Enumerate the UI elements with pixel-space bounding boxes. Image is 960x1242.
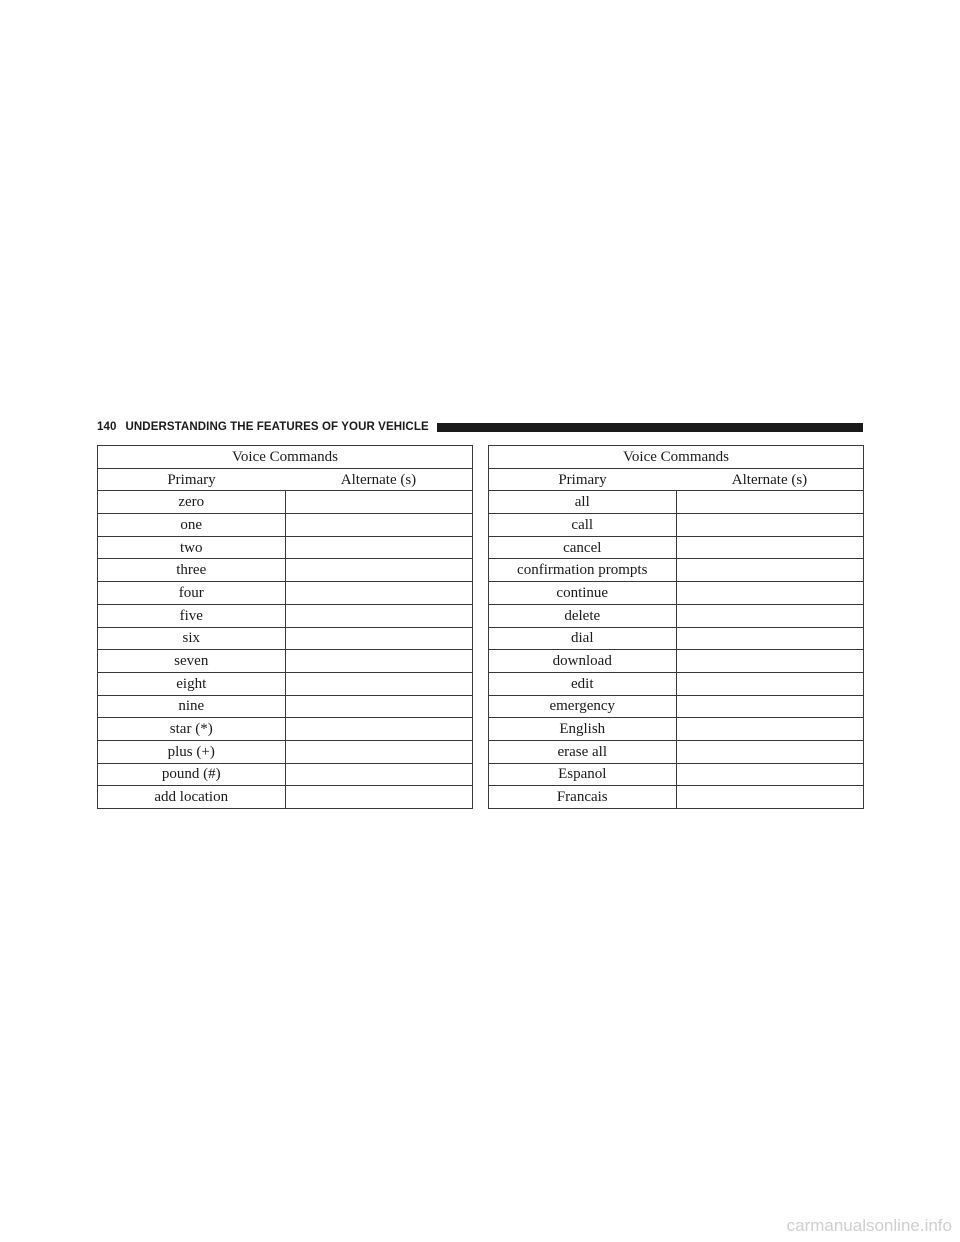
table-row: [489, 627, 864, 650]
table-row: [489, 695, 864, 718]
cell-primary: delete: [489, 604, 677, 627]
cell-primary: Espanol: [489, 763, 677, 786]
table-row: [98, 786, 473, 809]
cell-primary: four: [98, 582, 286, 605]
table-row: [489, 514, 864, 537]
cell-primary: confirmation prompts: [489, 559, 677, 582]
table-row: [489, 559, 864, 582]
cell-primary: star (*): [98, 718, 286, 741]
cell-primary: five: [98, 604, 286, 627]
cell-alternate: [285, 536, 473, 559]
table-row: [98, 695, 473, 718]
section-title: UNDERSTANDING THE FEATURES OF YOUR VEHICLE: [125, 421, 429, 433]
table-row: [98, 763, 473, 786]
cell-alternate: [285, 582, 473, 605]
cell-alternate: [285, 740, 473, 763]
table-body: [98, 491, 473, 809]
cell-alternate: [285, 786, 473, 809]
table-row: [98, 740, 473, 763]
cell-alternate: [676, 695, 864, 718]
cell-primary: erase all: [489, 740, 677, 763]
voice-commands-table-left: [97, 445, 473, 809]
cell-alternate: [676, 650, 864, 673]
page-header: [97, 419, 863, 435]
cell-alternate: [676, 582, 864, 605]
cell-alternate: [285, 718, 473, 741]
column-header-primary: Primary: [98, 468, 286, 491]
table-row: [489, 740, 864, 763]
table-row: [98, 672, 473, 695]
cell-primary: pound (#): [98, 763, 286, 786]
table-row: [98, 559, 473, 582]
table-row: [98, 627, 473, 650]
table-title: Voice Commands: [489, 446, 864, 469]
cell-primary: Francais: [489, 786, 677, 809]
cell-alternate: [285, 695, 473, 718]
table-row: [489, 763, 864, 786]
cell-alternate: [285, 559, 473, 582]
watermark: carmanualsonline.info: [786, 1216, 952, 1235]
cell-primary: all: [489, 491, 677, 514]
voice-commands-table-right: [488, 445, 864, 809]
table-row: [489, 582, 864, 605]
cell-alternate: [676, 559, 864, 582]
cell-alternate: [676, 536, 864, 559]
cell-primary: three: [98, 559, 286, 582]
cell-primary: two: [98, 536, 286, 559]
cell-primary: seven: [98, 650, 286, 673]
table-row: [489, 672, 864, 695]
cell-primary: call: [489, 514, 677, 537]
page-number: 140: [97, 421, 117, 433]
table-row: [98, 582, 473, 605]
cell-primary: edit: [489, 672, 677, 695]
cell-alternate: [676, 786, 864, 809]
cell-alternate: [285, 604, 473, 627]
cell-alternate: [285, 650, 473, 673]
cell-primary: cancel: [489, 536, 677, 559]
table-row: [98, 514, 473, 537]
cell-primary: one: [98, 514, 286, 537]
table-row: [98, 650, 473, 673]
header-rule: [437, 423, 863, 432]
cell-alternate: [285, 763, 473, 786]
cell-primary: six: [98, 627, 286, 650]
cell-primary: add location: [98, 786, 286, 809]
column-header-alternate: Alternate (s): [285, 468, 473, 491]
table-row: [98, 536, 473, 559]
cell-primary: emergency: [489, 695, 677, 718]
cell-alternate: [285, 627, 473, 650]
table-row: [489, 786, 864, 809]
cell-primary: nine: [98, 695, 286, 718]
cell-primary: continue: [489, 582, 677, 605]
cell-primary: English: [489, 718, 677, 741]
cell-alternate: [676, 514, 864, 537]
table-row: [98, 491, 473, 514]
cell-alternate: [676, 740, 864, 763]
table-row: [489, 604, 864, 627]
cell-alternate: [676, 604, 864, 627]
cell-primary: dial: [489, 627, 677, 650]
table-body: [489, 491, 864, 809]
cell-primary: zero: [98, 491, 286, 514]
cell-primary: plus (+): [98, 740, 286, 763]
table-row: [98, 604, 473, 627]
cell-alternate: [676, 718, 864, 741]
column-header-alternate: Alternate (s): [676, 468, 864, 491]
cell-primary: download: [489, 650, 677, 673]
table-row: [489, 536, 864, 559]
cell-alternate: [676, 491, 864, 514]
table-row: [98, 718, 473, 741]
cell-alternate: [676, 627, 864, 650]
cell-alternate: [676, 672, 864, 695]
cell-alternate: [285, 514, 473, 537]
table-row: [489, 718, 864, 741]
table-row: [489, 650, 864, 673]
cell-alternate: [676, 763, 864, 786]
table-row: [489, 491, 864, 514]
cell-primary: eight: [98, 672, 286, 695]
cell-alternate: [285, 491, 473, 514]
cell-alternate: [285, 672, 473, 695]
table-title: Voice Commands: [98, 446, 473, 469]
column-header-primary: Primary: [489, 468, 677, 491]
